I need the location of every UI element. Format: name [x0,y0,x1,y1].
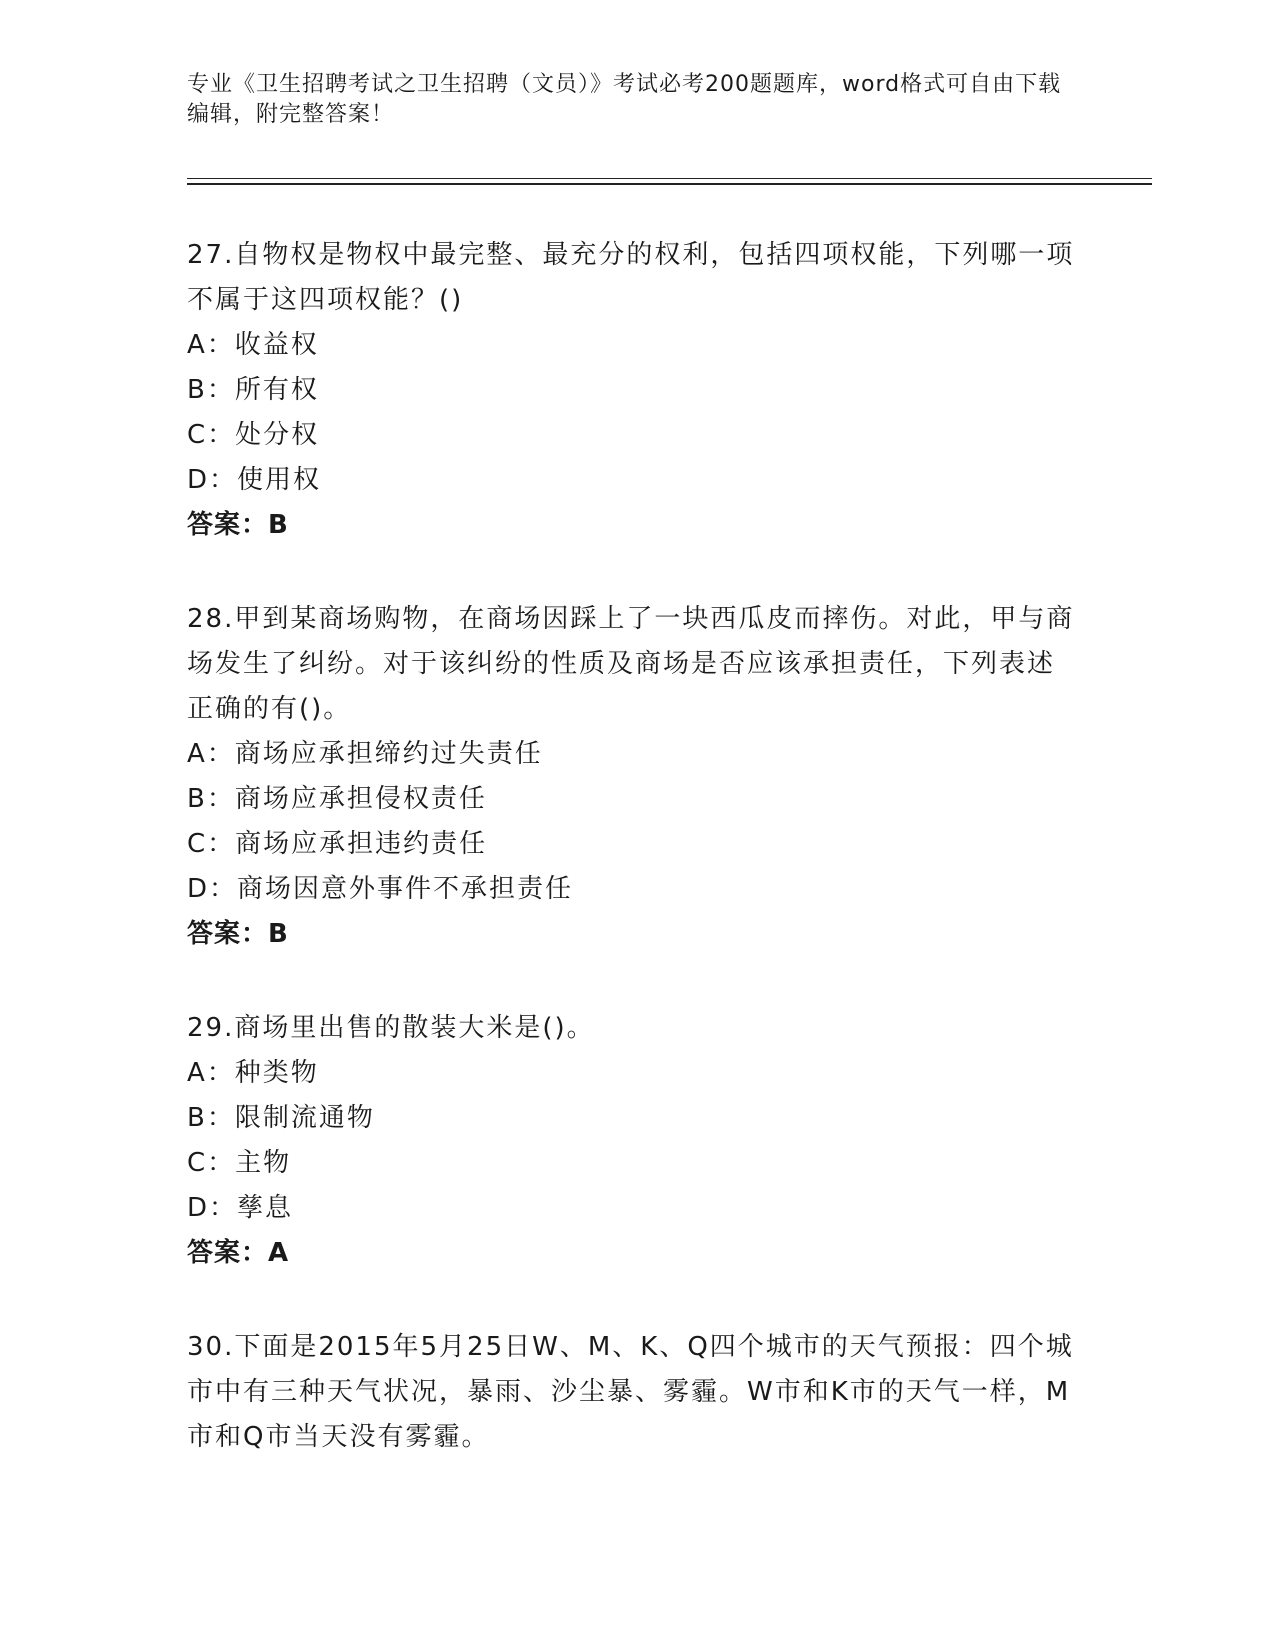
question-27 [187,233,1077,548]
option-c: C：处分权 [187,420,320,450]
option-b: B：所有权 [187,375,319,405]
option-d: D：使用权 [187,465,322,495]
header-divider-thin [187,178,1152,179]
question-28 [187,597,1077,957]
option-d: D：商场因意外事件不承担责任 [187,874,574,904]
option-b: B：限制流通物 [187,1103,375,1133]
question-30 [187,1325,1077,1460]
option-c: C：商场应承担违约责任 [187,829,488,859]
option-c: C：主物 [187,1148,292,1178]
option-a: A：商场应承担缔约过失责任 [187,739,543,769]
option-a: A：收益权 [187,330,319,360]
option-b: B：商场应承担侵权责任 [187,784,487,814]
document-intro: 专业《卫生招聘考试之卫生招聘（文员）》考试必考200题题库，word格式可自由下载编辑，附完整答案！ [187,72,1062,127]
answer: 答案：B [187,510,289,540]
question-stem: 30.下面是2015年5月25日W、M、K、Q四个城市的天气预报：四个城市中有三种天气状况，暴雨、沙尘暴、雾霾。W市和K市的天气一样，M市和Q市当天没有雾霾。 [187,1332,1074,1452]
option-a: A：种类物 [187,1058,319,1088]
question-stem: 27.自物权是物权中最完整、最充分的权利，包括四项权能，下列哪一项不属于这四项权能？() [187,240,1075,315]
header-divider-thick [187,183,1152,185]
answer: 答案：B [187,919,289,949]
question-29 [187,1006,1077,1276]
answer: 答案：A [187,1238,290,1268]
question-stem: 29.商场里出售的散装大米是()。 [187,1013,595,1043]
question-stem: 28.甲到某商场购物，在商场因踩上了一块西瓜皮而摔伤。对此，甲与商场发生了纠纷。对于该纠纷的性质及商场是否应该承担责任，下列表述正确的有()。 [187,604,1075,724]
option-d: D：孳息 [187,1193,294,1223]
